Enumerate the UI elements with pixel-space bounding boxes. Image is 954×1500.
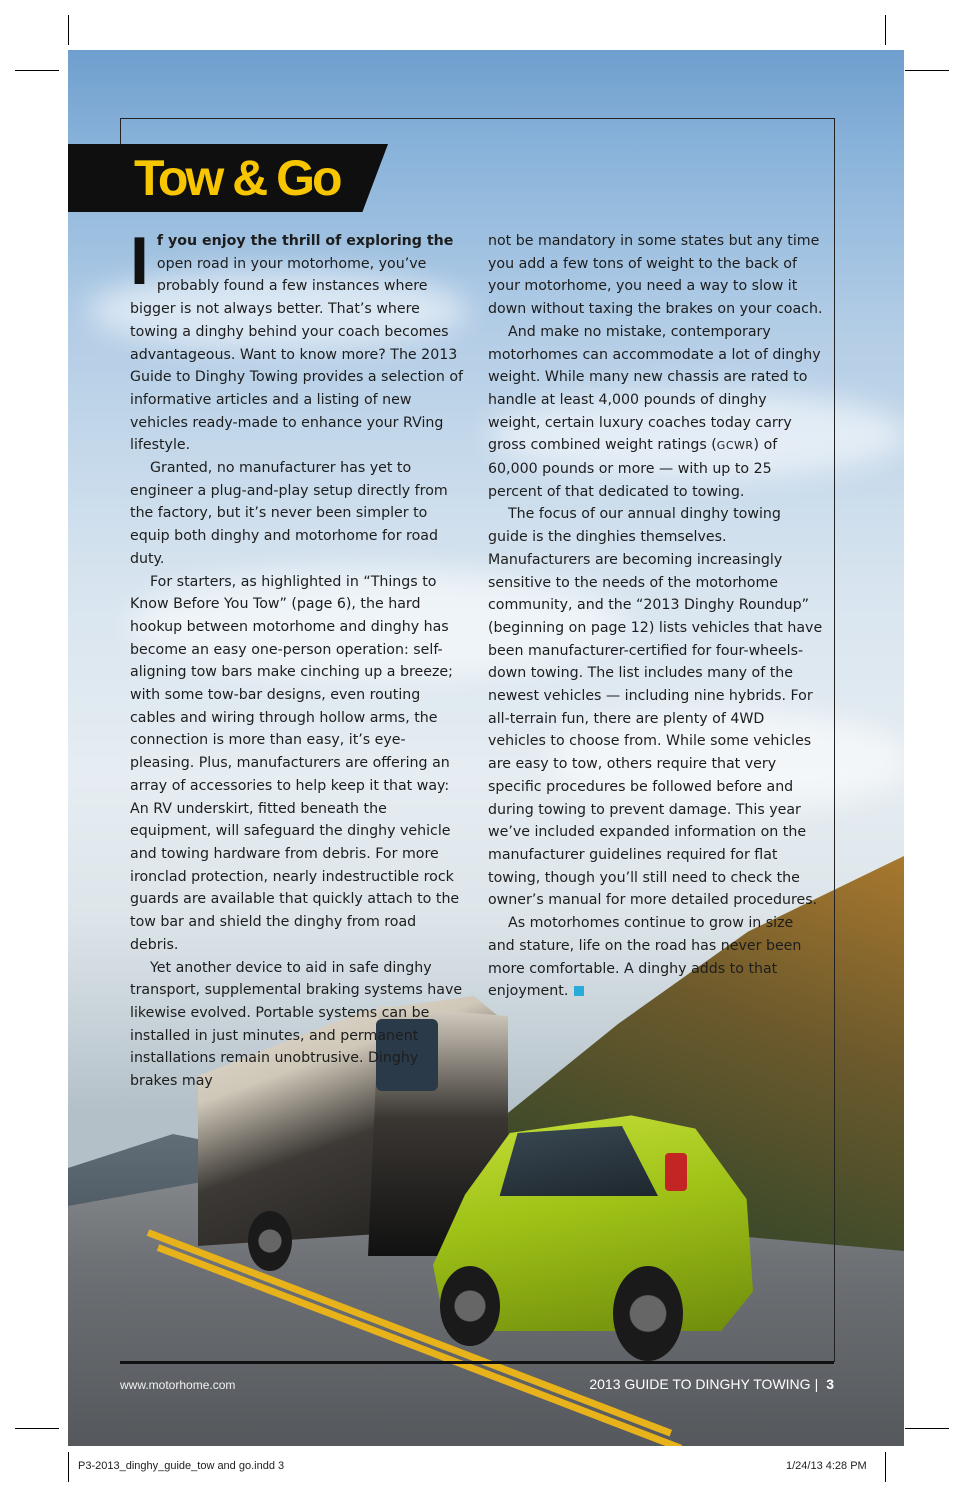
paragraph: Granted, no manufacturer has yet to engineer a plug-and-play setup directly from the factory, but it’s never been simpler to equip both dinghy and motorhome for road duty. (130, 460, 448, 567)
paragraph-intro (130, 223, 465, 457)
drop-cap: I (130, 223, 149, 299)
dinghy-car-wheel (440, 1266, 500, 1346)
text-column-left (130, 223, 465, 1093)
footer-separator: | (814, 1376, 819, 1392)
print-slug-timestamp: 1/24/13 4:28 PM (786, 1460, 867, 1472)
frame-top-rule (120, 118, 834, 119)
lead-in: f you enjoy the thrill of exploring the (156, 233, 454, 249)
dinghy-car-taillight (665, 1153, 687, 1191)
frame-right-rule (834, 118, 835, 1362)
paragraph-closing: As motorhomes continue to grow in size and stature, life on the road has never been more comfortable. A dinghy adds to that enjoyment. (488, 915, 802, 1000)
paragraph-continued: not be mandatory in some states but any time you add a few tons of weight to the back of your motorhome, you need a way to slow it down without taxing the brakes on your coach. (488, 233, 823, 318)
crop-mark (885, 15, 886, 45)
end-mark-icon (574, 986, 584, 996)
footer-rule (120, 1361, 834, 1364)
crop-mark (905, 70, 949, 71)
magazine-page (68, 50, 904, 1446)
crop-mark (68, 15, 69, 45)
crop-mark (15, 70, 59, 71)
page-number: 3 (826, 1376, 834, 1392)
article-title: Tow & Go (134, 150, 340, 206)
abbreviation: GCWR (716, 439, 754, 453)
guide-name: 2013 GUIDE TO DINGHY TOWING (589, 1376, 811, 1392)
running-footer (589, 1376, 834, 1392)
text-column-right (488, 230, 823, 1003)
dinghy-car-wheel (613, 1266, 683, 1361)
crop-mark (885, 1452, 886, 1482)
crop-mark (68, 1452, 69, 1482)
paragraph: The focus of our annual dinghy towing guide is the dinghies themselves. Manufacturers are becoming increasingly sensitive to the needs of the motorhome community, and the “2013 Dinghy Roundup” (beginning on page 12) lists vehicles that have been manufacturer-certified for four-wheels-down towing. The list includes many of the newest vehicles — including nine hybrids. For all-terrain fun, there are plenty of 4WD vehicles to choose from. While some vehicles are easy to tow, others require that very specific procedures be followed before and during towing to prevent damage. This year we’ve included expanded information on the manufacturer guidelines required for flat towing, though you’ll still need to check the owner’s manual for more detailed procedures. (488, 506, 823, 909)
crop-mark (15, 1428, 59, 1429)
website-url: www.motorhome.com (120, 1378, 236, 1392)
paragraph-text: open road in your motorhome, you’ve probably found a few instances where bigger is not always better. That’s where towing a dinghy behind your coach becomes advantageous. Want to know more? The 2013 Guide to Dinghy Towing provides a selection of informative articles and a listing of new vehicles ready-made to enhance your RVing lifestyle. (130, 255, 464, 454)
motorhome-wheel (248, 1211, 292, 1271)
paragraph: Yet another device to aid in safe dinghy transport, supplemental braking systems have likewise evolved. Portable systems can be installed in just minutes, and permanent installations remain unobtrusive. Dinghy brakes may (130, 959, 463, 1090)
crop-mark (905, 1428, 949, 1429)
print-slug-file: P3-2013_dinghy_guide_tow and go.indd 3 (78, 1460, 285, 1472)
frame-left-rule (120, 118, 121, 148)
paragraph: And make no mistake, contemporary motorhomes can accommodate a lot of dinghy weight. While many new chassis are rated to handle at least 4,000 pounds of dinghy weight, certain luxury coaches today carry gross combined weight ratings (GCWR) of 60,000 pounds or more — with up to 25 percent of that dedicated to towing. (488, 323, 821, 500)
paragraph: For starters, as highlighted in “Things to Know Before You Tow” (page 6), the hard hookup between motorhome and dinghy has become an easy one-person operation: self-aligning tow bars make cinching up a breeze; with some tow-bar designs, even routing cables and wiring through hollow arms, the connection is more than easy, it’s eye-pleasing. Plus, manufacturers are offering an array of accessories to help keep it that way: An RV underskirt, fitted beneath the equipment, will safeguard the dinghy vehicle and towing hardware from debris. For more ironclad protection, nearly indestructible rock guards are available that quickly attach to the tow bar and shield the dinghy from road debris. (130, 573, 460, 953)
